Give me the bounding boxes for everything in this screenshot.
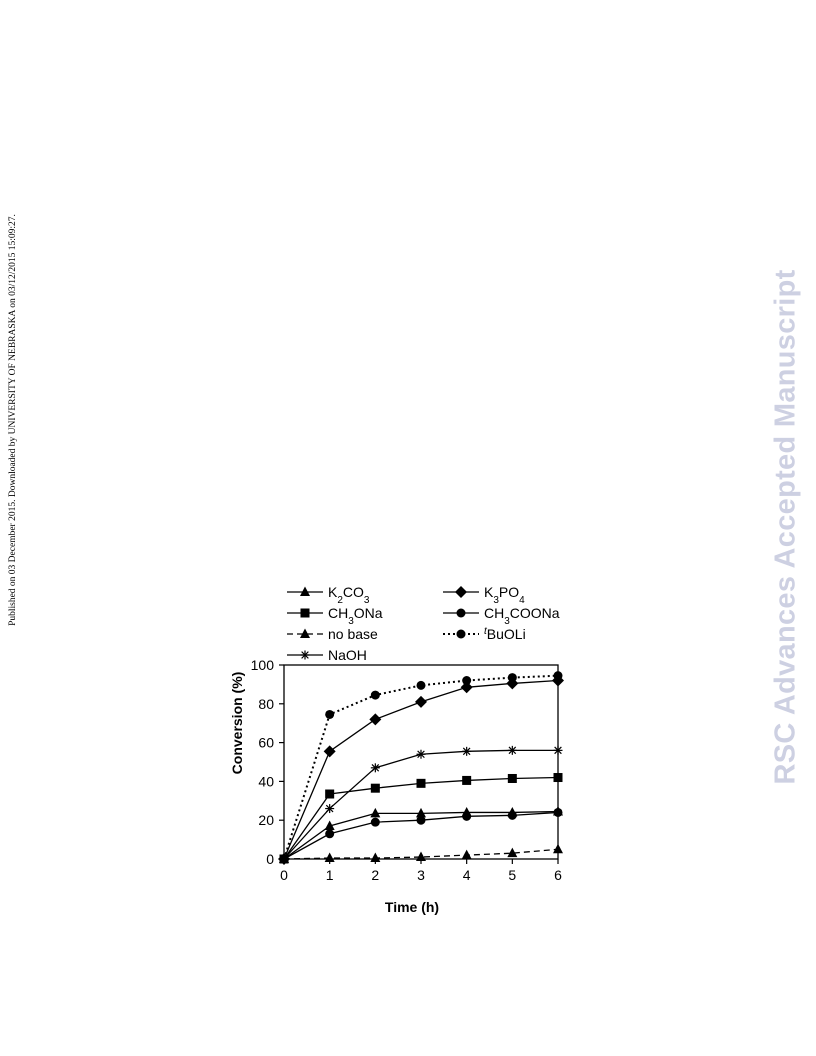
data-point (324, 745, 336, 757)
data-point (462, 676, 471, 685)
data-point (554, 746, 563, 755)
y-tick-label: 100 (250, 657, 274, 673)
y-axis-label: Conversion (%) (229, 671, 245, 775)
data-point (325, 790, 334, 799)
x-tick-label: 5 (508, 867, 517, 883)
data-point (554, 808, 563, 817)
x-tick-label: 1 (325, 867, 334, 883)
data-point (554, 671, 563, 680)
legend-label: no base (328, 626, 378, 642)
legend-swatch-marker (300, 629, 310, 639)
series-k3po4 (278, 675, 564, 865)
legend-swatch-marker (457, 609, 466, 618)
data-point (371, 763, 380, 772)
legend-item (443, 584, 525, 606)
legend-label: $CH_3ONa$ (328, 605, 383, 627)
data-point (415, 696, 427, 708)
data-point (369, 713, 381, 725)
legend-label: $K_2CO_3$ (328, 584, 370, 606)
legend-label: $^t$BuOLi (484, 625, 526, 642)
data-point (508, 746, 517, 755)
legend-item (287, 584, 370, 606)
legend-label: NaOH (328, 647, 367, 663)
data-point (508, 774, 517, 783)
legend-swatch-marker (455, 586, 467, 598)
y-tick-label: 20 (258, 812, 274, 829)
y-tick-label: 40 (258, 773, 274, 790)
data-point (417, 779, 426, 788)
legend-item (287, 647, 367, 663)
legend-label: $CH_3COONa$ (484, 605, 560, 627)
legend-label: $K_3PO_4$ (484, 584, 525, 606)
y-tick-label: 80 (258, 695, 274, 712)
data-point (508, 811, 517, 820)
series-group (278, 671, 564, 865)
manuscript-watermark: RSC Advances Accepted Manuscript (769, 269, 802, 785)
legend (287, 584, 560, 663)
data-point (371, 818, 380, 827)
publication-note: Published on 03 December 2015. Downloaded by UNIVERSITY OF NEBRASKA on 03/12/2015 15:09:27. (8, 214, 18, 626)
x-tick-label: 0 (280, 867, 288, 883)
data-point (280, 855, 289, 864)
data-point (462, 747, 471, 756)
data-point (325, 804, 334, 813)
data-point (553, 844, 563, 854)
legend-item (287, 605, 383, 627)
data-point (554, 773, 563, 782)
legend-swatch-marker (301, 609, 310, 618)
legend-swatch-marker (301, 651, 310, 660)
x-tick-label: 6 (554, 867, 562, 883)
legend-item (443, 605, 560, 627)
data-point (417, 681, 426, 690)
data-point (508, 673, 517, 682)
series-line (284, 750, 558, 859)
data-point (325, 853, 335, 863)
x-tick-label: 3 (417, 867, 425, 883)
data-point (370, 853, 380, 863)
x-tick-label: 2 (371, 867, 380, 883)
data-point (417, 816, 426, 825)
legend-item (443, 626, 526, 643)
series-no-base (279, 844, 563, 863)
y-tick-label: 60 (258, 734, 274, 751)
legend-swatch-marker (457, 630, 466, 639)
data-point (371, 784, 380, 793)
data-point (462, 812, 471, 821)
data-point (462, 776, 471, 785)
legend-swatch-marker (300, 587, 310, 597)
y-tick-label: 0 (266, 851, 274, 867)
data-point (325, 710, 334, 719)
data-point (462, 850, 472, 860)
data-point (370, 808, 380, 818)
data-point (325, 829, 334, 838)
data-point (371, 691, 380, 700)
x-axis-label: Time (h) (384, 899, 440, 915)
x-tick-label: 4 (462, 867, 471, 883)
legend-item (287, 626, 378, 642)
data-point (417, 750, 426, 759)
